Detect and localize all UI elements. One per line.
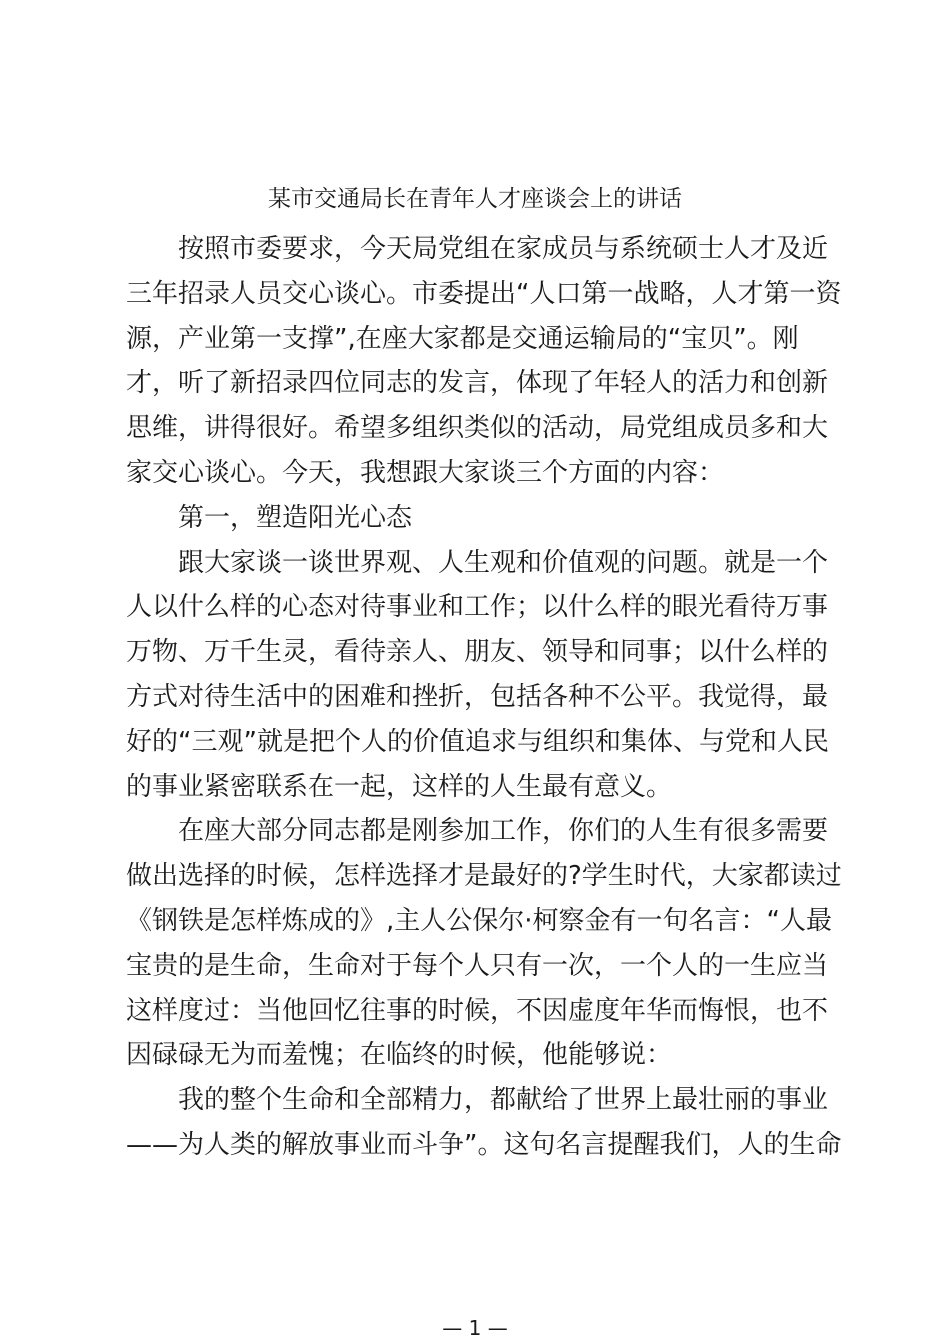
paragraph-line: 三年招录人员交心谈心。市委提出“人口第一战略，人才第一资 <box>126 278 842 309</box>
paragraph-line: 家交心谈心。今天，我想跟大家谈三个方面的内容： <box>126 457 725 488</box>
paragraph-line: ——为人类的解放事业而斗争”。这句名言提醒我们，人的生命 <box>126 1129 842 1160</box>
paragraph-line: 的事业紧密联系在一起，这样的人生最有意义。 <box>126 771 673 802</box>
paragraph-line: 才，听了新招录四位同志的发言，体现了年轻人的活力和创新 <box>126 368 829 399</box>
paragraph-line: 按照市委要求，今天局党组在家成员与系统硕士人才及近 <box>178 234 829 264</box>
paragraph-line: 万物、万千生灵，看待亲人、朋友、领导和同事；以什么样的 <box>126 637 829 668</box>
paragraph-line: 《钢铁是怎样炼成的》,主人公保尔·柯察金有一句名言：“人最 <box>126 905 832 936</box>
paragraph-line: 思维，讲得很好。希望多组织类似的活动，局党组成员多和大 <box>126 413 829 444</box>
paragraph-line: 我的整个生命和全部精力，都献给了世界上最壮丽的事业 <box>178 1085 829 1116</box>
section-heading: 第一，塑造阳光心态 <box>178 502 413 533</box>
paragraph-line: 跟大家谈一谈世界观、人生观和价值观的问题。就是一个 <box>178 547 829 578</box>
page-number: — 1 — <box>442 1316 508 1340</box>
paragraph-line: 做出选择的时候，怎样选择才是最好的?学生时代，大家都读过 <box>126 861 842 892</box>
paragraph-line: 方式对待生活中的困难和挫折，包括各种不公平。我觉得，最 <box>126 681 829 712</box>
paragraph-line: 因碌碌无为而羞愧；在临终的时候，他能够说： <box>126 1040 673 1071</box>
paragraph-line: 好的“三观”就是把个人的价值追求与组织和集体、与党和人民 <box>126 726 829 757</box>
paragraph-line: 源，产业第一支撑”,在座大家都是交通运输局的“宝贝”。刚 <box>126 323 799 354</box>
paragraph-line: 这样度过：当他回忆往事的时候，不因虚度年华而悔恨，也不 <box>126 995 829 1026</box>
document-title: 某市交通局长在青年人才座谈会上的讲话 <box>268 186 682 212</box>
paragraph-line: 在座大部分同志都是刚参加工作，你们的人生有很多需要 <box>178 816 829 847</box>
paragraph-line: 宝贵的是生命，生命对于每个人只有一次，一个人的一生应当 <box>126 950 829 981</box>
document-body <box>126 227 842 1168</box>
paragraph-line: 人以什么样的心态对待事业和工作；以什么样的眼光看待万事 <box>126 592 829 623</box>
